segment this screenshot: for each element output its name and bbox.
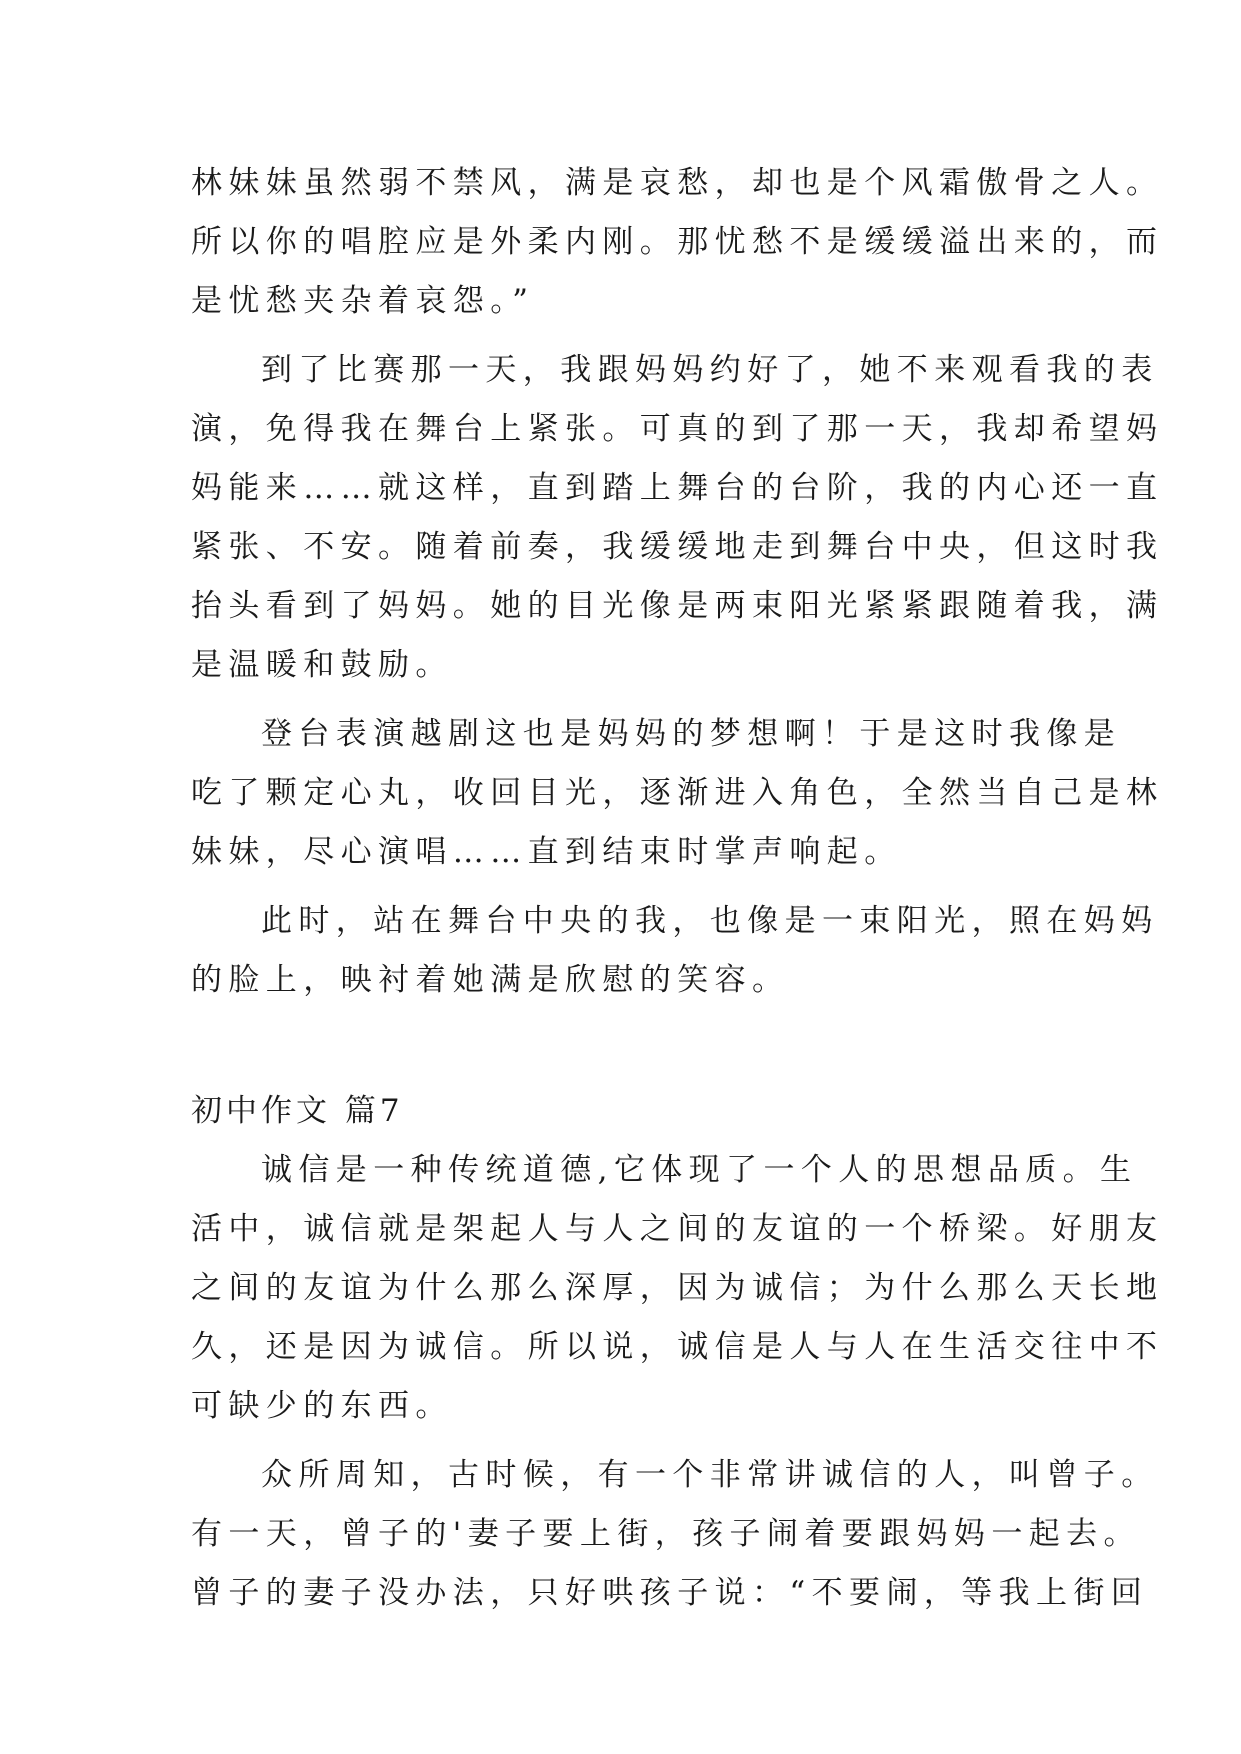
paragraph-lin-meimei <box>191 154 1164 331</box>
text-line: 登台表演越剧这也是妈妈的梦想啊！于是这时我像是 <box>261 716 1122 752</box>
text-line: 妹妹，尽心演唱……直到结束时掌声响起。 <box>191 834 902 870</box>
section-heading: 初中作文 篇7 <box>191 1093 404 1129</box>
text-line: 此时，站在舞台中央的我，也像是一束阳光，照在妈妈 <box>261 903 1159 939</box>
document-body <box>191 154 1164 1623</box>
paragraph-zengzi <box>191 1446 1159 1623</box>
text-line: 吃了颗定心丸，收回目光，逐渐进入角色，全然当自己是林 <box>191 775 1164 811</box>
text-line: 活中，诚信就是架起人与人之间的友谊的一个桥梁。好朋友 <box>191 1211 1164 1247</box>
text-line: 紧张、不安。随着前奏，我缓缓地走到舞台中央，但这时我 <box>191 529 1164 565</box>
text-line: 所以你的唱腔应是外柔内刚。那忧愁不是缓缓溢出来的，而 <box>191 224 1164 260</box>
text-line: 曾子的妻子没办法，只好哄孩子说：“不要闹，等我上街回 <box>191 1575 1149 1611</box>
text-line: 的脸上，映衬着她满是欣慰的笑容。 <box>191 962 790 998</box>
paragraph-sunshine <box>191 892 1159 1010</box>
paragraph-integrity <box>191 1141 1164 1436</box>
paragraph-stage-performance <box>191 705 1164 882</box>
text-line: 有一天，曾子的'妻子要上街，孩子闹着要跟妈妈一起去。 <box>191 1516 1141 1552</box>
text-line: 抬头看到了妈妈。她的目光像是两束阳光紧紧跟随着我，满 <box>191 588 1164 624</box>
text-line: 妈能来……就这样，直到踏上舞台的台阶，我的内心还一直 <box>191 470 1164 506</box>
text-line: 是温暖和鼓励。 <box>191 647 453 683</box>
text-line: 演，免得我在舞台上紧张。可真的到了那一天，我却希望妈 <box>191 411 1164 447</box>
text-line: 林妹妹虽然弱不禁风，满是哀愁，却也是个风霜傲骨之人。 <box>191 165 1164 201</box>
text-line: 之间的友谊为什么那么深厚，因为诚信；为什么那么天长地 <box>191 1270 1164 1306</box>
text-line: 到了比赛那一天，我跟妈妈约好了，她不来观看我的表 <box>261 352 1159 388</box>
text-line: 久，还是因为诚信。所以说，诚信是人与人在生活交往中不 <box>191 1329 1164 1365</box>
text-line: 可缺少的东西。 <box>191 1388 453 1424</box>
paragraph-competition-day <box>191 341 1164 695</box>
text-line: 诚信是一种传统道德,它体现了一个人的思想品质。生 <box>261 1152 1138 1188</box>
text-line: 众所周知，古时候，有一个非常讲诚信的人，叫曾子。 <box>261 1457 1159 1493</box>
text-line: 是忧愁夹杂着哀怨。” <box>191 283 535 319</box>
